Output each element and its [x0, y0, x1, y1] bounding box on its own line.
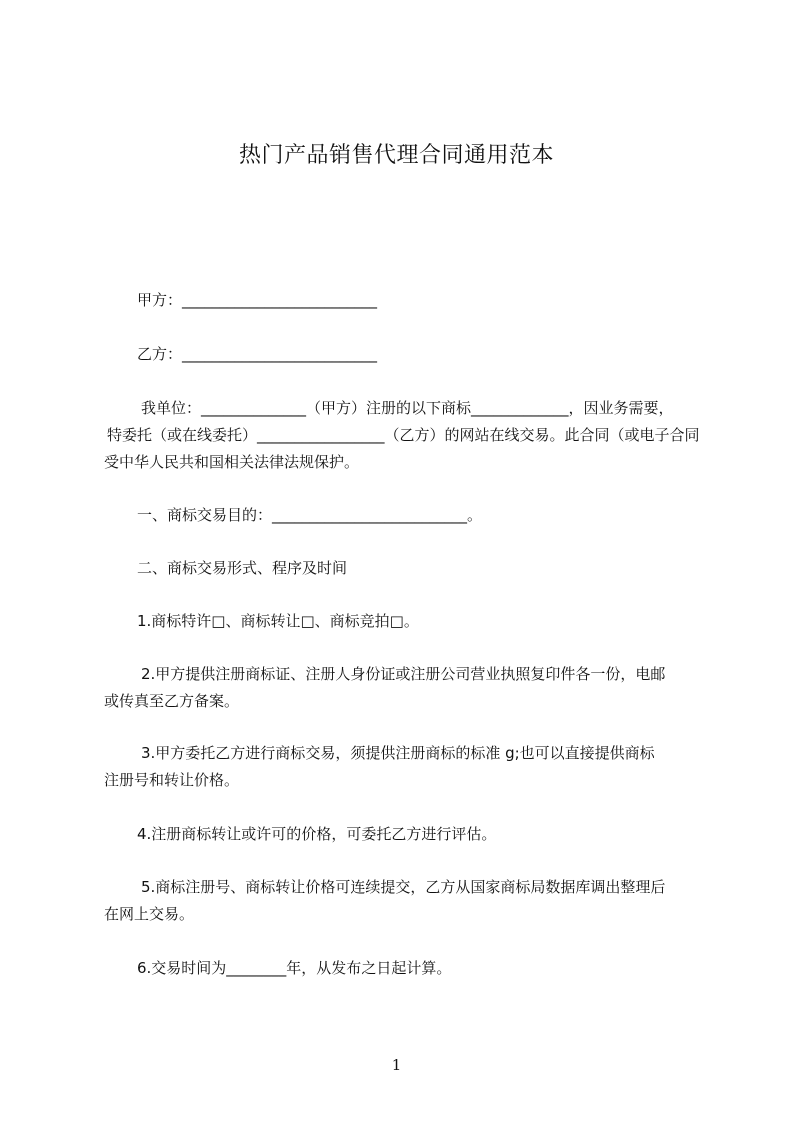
intro-line-2: 特委托（或在线委托）_________________（乙方）的网站在线交易。此合同（或电子合同 — [107, 426, 700, 444]
item-4: 4.注册商标转让或许可的价格，可委托乙方进行评估。 — [137, 825, 497, 843]
item-3-line-1: 3.甲方委托乙方进行商标交易，须提供注册商标的标准 g;也可以直接提供商标 — [141, 744, 655, 762]
item-3-line-2: 注册号和转让价格。 — [104, 771, 240, 789]
intro-line-1: 我单位：______________（甲方）注册的以下商标_____________，因业务需要， — [141, 399, 674, 417]
item-1: 1.商标特许□、商标转让□、商标竞拍□。 — [137, 612, 419, 630]
item-2-line-1: 2.甲方提供注册商标证、注册人身份证或注册公司营业执照复印件各一份，电邮 — [141, 665, 666, 683]
item-2-line-2: 或传真至乙方备案。 — [104, 692, 240, 710]
page-number: 1 — [391, 1056, 402, 1074]
item-5-line-1: 5.商标注册号、商标转让价格可连续提交，乙方从国家商标局数据库调出整理后 — [141, 878, 666, 896]
document-title: 热门产品销售代理合同通用范本 — [238, 143, 554, 168]
section-1-heading: 一、商标交易目的：__________________________。 — [137, 506, 483, 524]
item-6: 6.交易时间为________年，从发布之日起计算。 — [137, 959, 452, 977]
intro-line-3: 受中华人民共和国相关法律法规保护。 — [104, 453, 360, 471]
item-5-line-2: 在网上交易。 — [104, 905, 195, 923]
party-b-line: 乙方：__________________________ — [137, 345, 378, 363]
party-a-line: 甲方：__________________________ — [137, 291, 378, 309]
section-2-heading: 二、商标交易形式、程序及时间 — [137, 559, 348, 577]
